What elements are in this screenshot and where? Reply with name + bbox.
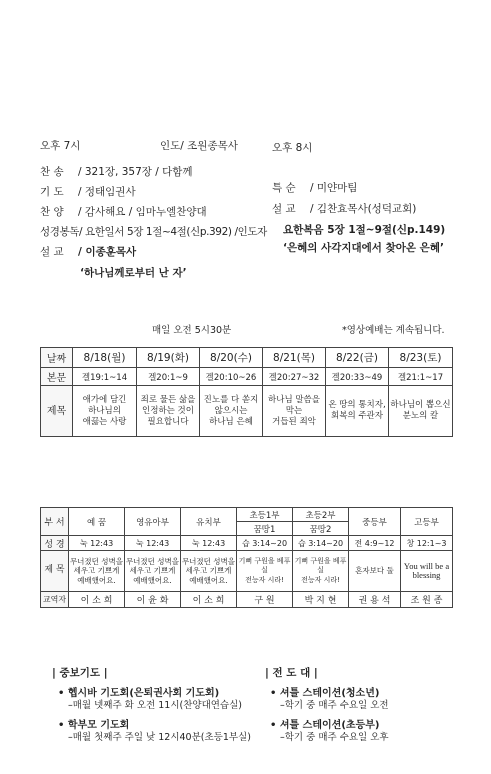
topic-line: 하나님 은혜 [209,416,253,427]
edu-scripture-cell: 눅 12:43 [69,536,125,551]
evening-left-sermon-title: ‘하나님께로부터 난 자’ [80,267,187,279]
topic-line: 기뻐 구원을 베푸실 [294,556,347,575]
topic-line: 세우고 기쁘게 [129,566,176,576]
edu-teacher-cell: 박 지 현 [293,592,349,608]
evangelism-item-title: • 셔틀 스테이션(초등부) [270,720,380,731]
evangelism-item-detail: –학기 중 매주 수요일 오전 [280,700,389,711]
order-item-value: / 321장, 357장 / 다함께 [78,166,193,178]
dawn-verse-cell: 겔20:27~32 [263,368,326,386]
evening-right-time: 오후 8시 [272,142,313,154]
order-item-scripture [40,224,267,239]
order-item-value: / 이종훈목사 [78,246,137,258]
edu-topic-cell [125,551,181,592]
edu-scripture-row [41,536,453,551]
edu-header-row [41,508,453,522]
order-item-label: 기 도 [40,186,64,198]
edu-topic-cell [349,551,401,592]
dawn-notice: *영상예배는 계속됩니다. [342,325,445,336]
topic-line: 회복의 주관자 [331,411,383,421]
edu-subheader-cell: 꿈땅1 [237,522,293,536]
order-item-hymn [40,164,193,179]
topic-line: 무너졌던 성벽을 [69,556,124,566]
dawn-topic-cell [200,386,263,437]
topic-line: 애끓는 사랑 [82,416,127,427]
edu-scripture-cell: 습 3:14~20 [237,536,293,551]
evangelism-item-detail: –학기 중 매주 수요일 오후 [280,732,389,743]
dawn-schedule-table [40,347,453,437]
order-item-label: 찬 송 [40,166,64,178]
edu-teacher-cell: 권 용 석 [349,592,401,608]
dawn-header-cell: 8/21(목) [263,348,326,368]
dawn-verse-cell: 겔20:1~9 [137,368,200,386]
topic-line: 필요합니다 [147,416,189,427]
edu-teacher-cell: 이 소 희 [181,592,237,608]
edu-teacher-cell: 구 원 [237,592,293,608]
edu-teacher-cell: 조 원 종 [401,592,453,608]
dawn-topic-cell [389,386,453,437]
evening-right-scripture: 요한복음 5장 1절~9절(신p.149) [283,224,446,236]
dawn-topic-cell [73,386,137,437]
edu-header-cell: 부 서 [41,508,69,536]
edu-header-cell: 고등부 [401,508,453,536]
dawn-header-cell: 8/22(금) [326,348,389,368]
order-item-sermon [272,201,416,216]
dawn-header-cell: 8/23(토) [389,348,453,368]
dawn-header-cell: 날짜 [41,348,73,368]
edu-header-cell: 초등1부 [237,508,293,522]
intercession-item-detail: –매월 넷째주 화 오전 11시(찬양대연습실) [68,700,242,711]
order-item-prayer [40,184,136,199]
intercession-item-title: • 학부모 기도회 [58,720,130,731]
topic-line: 않으시는 [214,405,248,416]
edu-topic-cell [293,551,349,592]
edu-header-cell: 영유아부 [125,508,181,536]
edu-header-cell: 예 꿈 [69,508,125,536]
edu-teacher-cell: 이 소 희 [69,592,125,608]
dawn-header-cell: 8/18(월) [73,348,137,368]
edu-topic-cell [401,551,453,592]
topic-line: 인정하는 것이 [142,405,194,416]
topic-line: 세우고 기쁘게 [185,566,232,576]
topic-line: 하나님의 [88,405,121,416]
dawn-verse-cell: 겔20:33~49 [326,368,389,386]
order-item-label: 성경봉독 [40,226,79,238]
evangelism-item-title: • 셔틀 스테이션(청소년) [270,688,380,699]
topic-line: You will be a [403,560,450,571]
intercession-item-detail: –매월 첫째주 주일 낮 12시40분(초등1부실) [68,732,251,743]
topic-line: 죄로 물든 삶을 [140,394,196,405]
topic-line: 진노를 다 쏟지 [203,394,259,405]
topic-line: 애가에 담긴 [82,394,127,405]
topic-line: 기뻐 구원을 베푸실 [238,556,291,575]
edu-scripture-cell: 성 경 [41,536,69,551]
dawn-verse-cell: 겔19:1~14 [73,368,137,386]
topic-line: 하나님 말씀을 [268,394,320,405]
topic-line: 예배했어요. [133,575,172,585]
order-item-value: / 감사해요 / 임마누엘찬양대 [78,206,207,218]
dawn-topic-cell [326,386,389,437]
dawn-verse-cell: 겔21:1~17 [389,368,453,386]
order-item-label: 특 순 [272,182,296,194]
order-item-label: 찬 양 [40,206,64,218]
topic-line: 세우고 기쁘게 [73,566,120,576]
evening-right-sermon-title: ‘은혜의 사각지대에서 찾아온 은혜’ [283,242,444,254]
topic-line: 예배했어요. [77,575,116,585]
dawn-topic-cell [137,386,200,437]
topic-line: 막는 [285,405,303,416]
dawn-topic-cell [263,386,326,437]
evening-left-time: 오후 7시 [40,140,81,152]
order-item-value: / 김찬효목사(성덕교회) [310,203,417,215]
topic-line: 무너졌던 성벽을 [181,556,236,566]
edu-topic-cell [237,551,293,592]
order-item-label: 설 교 [40,246,64,258]
topic-line: 예배했어요. [189,575,228,585]
edu-header-cell: 중등부 [349,508,401,536]
topic-line: blessing [412,570,441,580]
edu-scripture-cell: 창 12:1~3 [401,536,453,551]
dawn-verse-cell: 본문 [41,368,73,386]
edu-subheader-cell: 꿈땅2 [293,522,349,536]
edu-header-cell: 유치부 [181,508,237,536]
edu-scripture-cell: 전 4:9~12 [349,536,401,551]
topic-line: 혼자보다 둘 [355,566,394,576]
education-table [40,507,453,608]
dawn-header-cell: 8/19(화) [137,348,200,368]
dawn-topic-row [41,386,453,437]
edu-scripture-cell: 눅 12:43 [125,536,181,551]
edu-topic-cell [181,551,237,592]
edu-scripture-cell: 눅 12:43 [181,536,237,551]
edu-header-cell: 초등2부 [293,508,349,522]
order-item-value: / 정태임권사 [78,186,136,198]
evangelism-title: | 전 도 대 | [265,667,318,679]
topic-line: 하나님이 뽑으신 [390,400,451,410]
order-item-sermon [40,244,136,259]
evening-left-leader: 인도/ 조원종목사 [160,140,238,152]
dawn-header-row [41,348,453,368]
dawn-time: 매일 오전 5시30분 [152,325,232,336]
topic-line: 전능자 시라! [245,575,284,584]
edu-teacher-cell: 교역자 [41,592,69,608]
edu-teacher-row [41,592,453,608]
topic-line: 온 땅의 통치자, [328,400,386,410]
intercession-item-title: • 헵시바 기도회(은퇴권사회 기도회) [58,688,220,699]
intercession-title: | 중보기도 | [52,667,108,679]
order-item-label: 설 교 [272,203,296,215]
edu-topic-cell [69,551,125,592]
topic-line: 무너졌던 성벽을 [125,556,180,566]
order-item-value: / 요한일서 5장 1절~4절(신p.392) /인도자 [78,226,267,238]
topic-line: 전능자 시라! [301,575,340,584]
topic-line: 분노의 칼 [402,411,439,421]
dawn-verse-row [41,368,453,386]
edu-topic-row [41,551,453,592]
edu-scripture-cell: 습 3:14~20 [293,536,349,551]
dawn-header-cell: 8/20(수) [200,348,263,368]
order-item-value: / 미얀마팀 [310,182,358,194]
edu-teacher-cell: 이 윤 화 [125,592,181,608]
order-item-special [272,180,357,195]
dawn-topic-cell: 제목 [41,386,73,437]
dawn-verse-cell: 겔20:10~26 [200,368,263,386]
edu-topic-cell: 제 목 [41,551,69,592]
topic-line: 거듭된 죄악 [272,416,316,427]
order-item-praise [40,204,207,219]
